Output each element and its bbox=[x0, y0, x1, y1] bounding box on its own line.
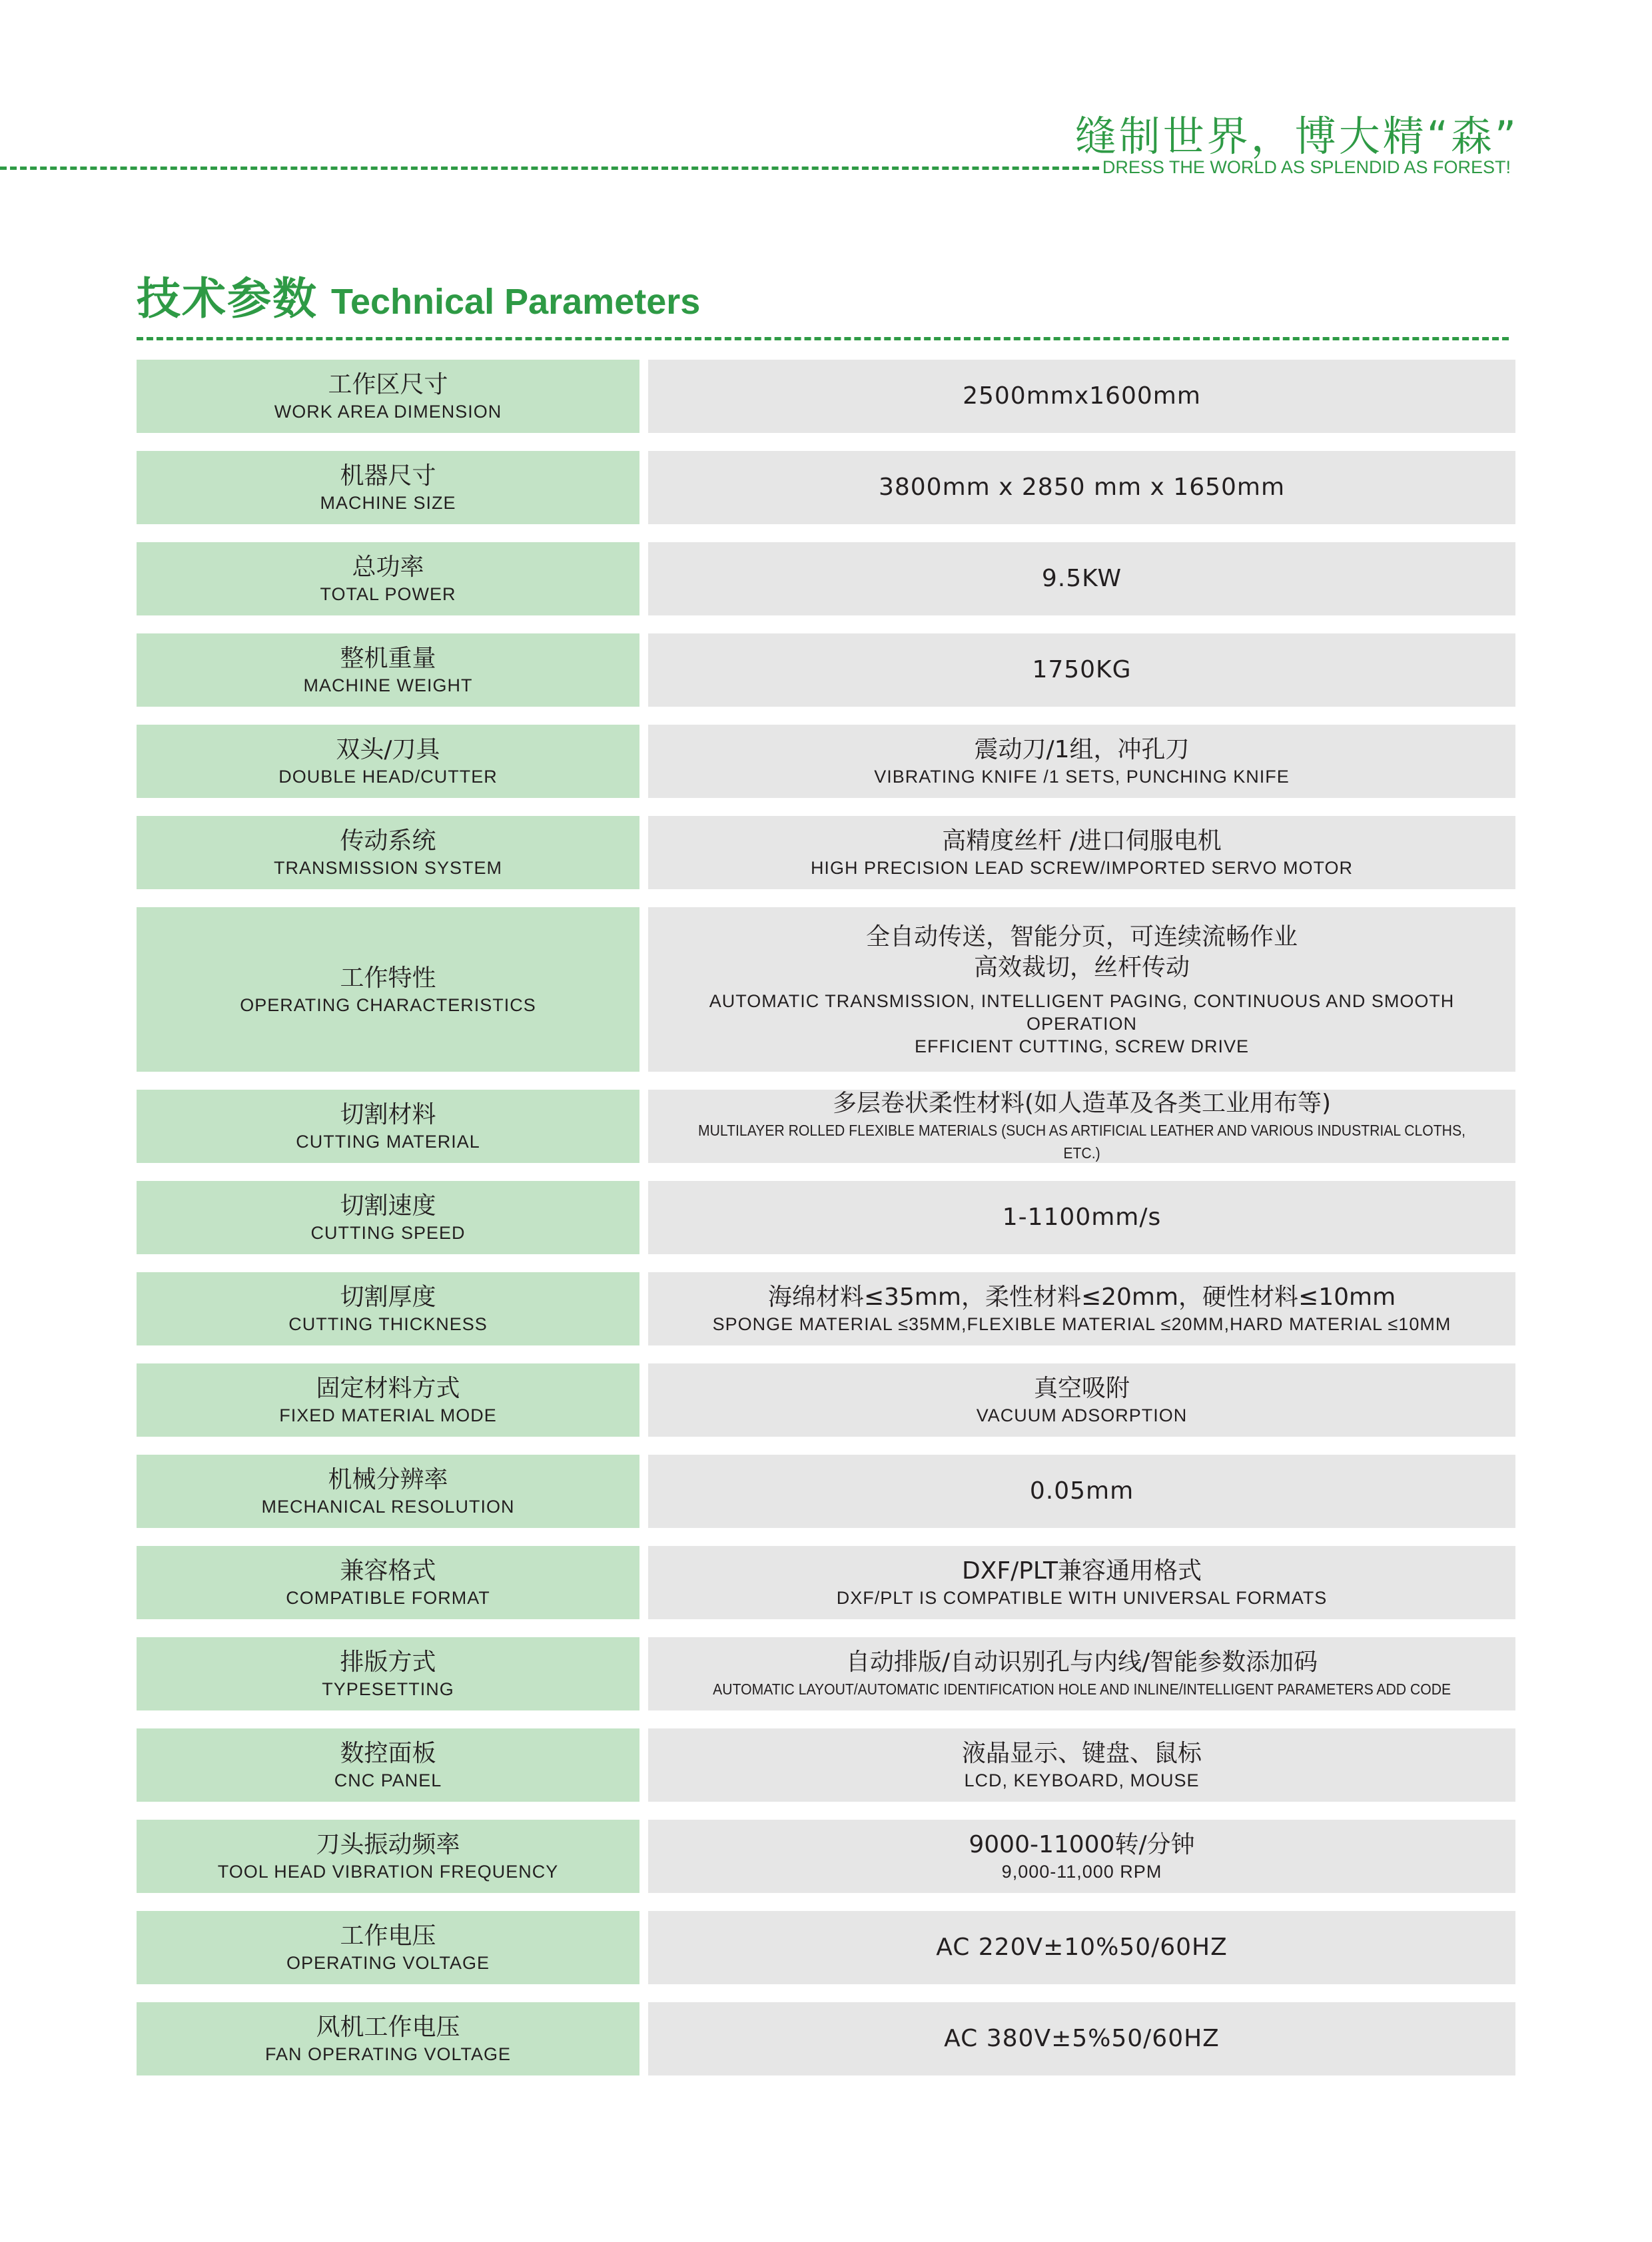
param-value-cn: 高效裁切，丝杆传动 bbox=[973, 953, 1190, 981]
param-label-cn: 刀头振动频率 bbox=[316, 1831, 460, 1858]
param-label-cn: 工作电压 bbox=[340, 1922, 436, 1950]
slogan-english: DRESS THE WORLD AS SPLENDID AS FOREST! bbox=[1102, 157, 1511, 177]
param-value-cell bbox=[648, 1090, 1515, 1163]
param-value: AC 220V±10%50/60HZ bbox=[936, 1934, 1228, 1961]
param-row-total-power bbox=[137, 542, 1515, 615]
param-label-en: FAN OPERATING VOLTAGE bbox=[264, 2044, 512, 2064]
param-label-cell bbox=[137, 1181, 639, 1254]
param-row-machine-weight bbox=[137, 633, 1515, 707]
param-value-cell bbox=[648, 1820, 1515, 1893]
param-label-en: TYPESETTING bbox=[322, 1679, 454, 1699]
param-label-cn: 兼容格式 bbox=[340, 1557, 436, 1585]
section-title bbox=[137, 263, 700, 326]
param-label-en: OPERATING VOLTAGE bbox=[286, 1953, 490, 1973]
param-value-cn: 液晶显示、键盘、鼠标 bbox=[961, 1740, 1202, 1767]
param-value-en: 9,000-11,000 RPM bbox=[1001, 1862, 1162, 1882]
param-label-cell bbox=[137, 1820, 639, 1893]
param-value-cn: 9000-11000转/分钟 bbox=[969, 1831, 1195, 1858]
param-value-en: AUTOMATIC LAYOUT/AUTOMATIC IDENTIFICATION HOLE AND INLINE/INTELLIGENT PARAMETERS ADD CODE bbox=[713, 1681, 1451, 1698]
param-value: 1750KG bbox=[1032, 656, 1132, 683]
param-label-cell bbox=[137, 542, 639, 615]
param-value-cn: 真空吸附 bbox=[1033, 1375, 1130, 1402]
param-value: 2500mmx1600mm bbox=[963, 382, 1201, 410]
param-value-en: DXF/PLT IS COMPATIBLE WITH UNIVERSAL FORMATS bbox=[836, 1588, 1328, 1608]
param-label-cell bbox=[137, 1363, 639, 1437]
param-value-cell bbox=[648, 2002, 1515, 2075]
param-value: 0.05mm bbox=[1029, 1477, 1134, 1505]
param-label-en: MACHINE WEIGHT bbox=[303, 675, 473, 695]
param-label-cn: 数控面板 bbox=[340, 1740, 436, 1767]
param-label-cell bbox=[137, 1455, 639, 1528]
parameters-table bbox=[137, 360, 1515, 2093]
param-label-cell bbox=[137, 633, 639, 707]
param-label-en: CNC PANEL bbox=[334, 1770, 442, 1790]
param-label-cn: 风机工作电压 bbox=[316, 2014, 460, 2041]
param-row-cnc-panel bbox=[137, 1728, 1515, 1802]
param-value: 1-1100mm/s bbox=[1002, 1204, 1162, 1231]
param-value-cell bbox=[648, 1455, 1515, 1528]
param-value-cn: DXF/PLT兼容通用格式 bbox=[961, 1557, 1202, 1585]
param-value-cell bbox=[648, 907, 1515, 1072]
param-label-cell bbox=[137, 1728, 639, 1802]
param-label-cell bbox=[137, 1637, 639, 1710]
param-value-en: HIGH PRECISION LEAD SCREW/IMPORTED SERVO MOTOR bbox=[810, 858, 1354, 878]
param-row-fan-operating-voltage bbox=[137, 2002, 1515, 2075]
param-value-cn: 多层卷状柔性材料(如人造革及各类工业用布等) bbox=[832, 1090, 1332, 1117]
param-label-en: CUTTING MATERIAL bbox=[296, 1132, 480, 1152]
param-value-cell bbox=[648, 1181, 1515, 1254]
param-label-cn: 传动系统 bbox=[340, 827, 436, 855]
param-row-fixed-material-mode bbox=[137, 1363, 1515, 1437]
param-label-en: TOOL HEAD VIBRATION FREQUENCY bbox=[217, 1862, 559, 1882]
param-value-cell bbox=[648, 1637, 1515, 1710]
param-value-cell bbox=[648, 1728, 1515, 1802]
param-label-en: COMPATIBLE FORMAT bbox=[286, 1588, 490, 1608]
param-label-cn: 整机重量 bbox=[340, 645, 436, 672]
param-label-cn: 工作特性 bbox=[340, 964, 436, 992]
param-value-cell bbox=[648, 1272, 1515, 1345]
param-value-en: LCD, KEYBOARD, MOUSE bbox=[964, 1770, 1200, 1790]
param-label-cell bbox=[137, 907, 639, 1072]
header-dashed-divider bbox=[0, 167, 1099, 170]
param-row-cutting-material bbox=[137, 1090, 1515, 1163]
param-value-cell bbox=[648, 1363, 1515, 1437]
param-label-cell bbox=[137, 725, 639, 798]
param-label-en: MECHANICAL RESOLUTION bbox=[261, 1497, 515, 1517]
param-label-cn: 固定材料方式 bbox=[316, 1375, 460, 1402]
param-value-cell bbox=[648, 633, 1515, 707]
param-value: AC 380V±5%50/60HZ bbox=[944, 2025, 1220, 2052]
param-label-cell bbox=[137, 1546, 639, 1619]
param-label-cell bbox=[137, 360, 639, 433]
param-label-cn: 双头/刀具 bbox=[336, 736, 440, 763]
param-row-cutting-thickness bbox=[137, 1272, 1515, 1345]
param-row-machine-size bbox=[137, 451, 1515, 524]
param-row-transmission bbox=[137, 816, 1515, 889]
param-value-en: MULTILAYER ROLLED FLEXIBLE MATERIALS (SUCH AS ARTIFICIAL LEATHER AND VARIOUS INDUSTRIAL CLOTHS, ETC.) bbox=[698, 1122, 1465, 1162]
param-value-cn: 全自动传送，智能分页，可连续流畅作业 bbox=[865, 923, 1298, 950]
param-value-cn: 高精度丝杆 /进口伺服电机 bbox=[942, 827, 1222, 855]
param-label-en: WORK AREA DIMENSION bbox=[274, 402, 502, 422]
param-label-cn: 机械分辨率 bbox=[328, 1466, 448, 1493]
param-value-cell bbox=[648, 451, 1515, 524]
param-row-compatible-format bbox=[137, 1546, 1515, 1619]
param-row-vibration-frequency bbox=[137, 1820, 1515, 1893]
param-label-en: CUTTING THICKNESS bbox=[288, 1314, 488, 1334]
param-row-typesetting bbox=[137, 1637, 1515, 1710]
param-label-cn: 工作区尺寸 bbox=[328, 371, 448, 398]
param-label-cn: 切割材料 bbox=[340, 1101, 436, 1128]
param-label-cn: 机器尺寸 bbox=[340, 462, 436, 490]
param-value-cell bbox=[648, 1546, 1515, 1619]
title-dashed-divider bbox=[137, 337, 1509, 340]
param-row-cutting-speed bbox=[137, 1181, 1515, 1254]
param-label-cell bbox=[137, 2002, 639, 2075]
param-row-operating-characteristics bbox=[137, 907, 1515, 1072]
param-row-mechanical-resolution bbox=[137, 1455, 1515, 1528]
param-label-cn: 排版方式 bbox=[340, 1649, 436, 1676]
param-row-operating-voltage bbox=[137, 1911, 1515, 1984]
param-label-cell bbox=[137, 1911, 639, 1984]
param-label-en: OPERATING CHARACTERISTICS bbox=[240, 994, 536, 1015]
param-value-cell bbox=[648, 1911, 1515, 1984]
param-value-en: EFFICIENT CUTTING, SCREW DRIVE bbox=[914, 1036, 1249, 1056]
section-title-english: Technical Parameters bbox=[331, 282, 701, 322]
param-label-cn: 总功率 bbox=[352, 554, 424, 581]
param-label-cell bbox=[137, 451, 639, 524]
param-label-cell bbox=[137, 816, 639, 889]
slogan-chinese: 缝制世界，博大精“森” bbox=[1074, 112, 1519, 161]
param-value-cn: 自动排版/自动识别孔与内线/智能参数添加码 bbox=[845, 1649, 1318, 1676]
param-label-en: FIXED MATERIAL MODE bbox=[279, 1405, 497, 1425]
param-label-en: CUTTING SPEED bbox=[310, 1223, 466, 1243]
param-value-en: VACUUM ADSORPTION bbox=[976, 1405, 1188, 1425]
param-value-cell bbox=[648, 360, 1515, 433]
param-value-cn: 震动刀/1组，冲孔刀 bbox=[974, 736, 1190, 763]
param-row-work-area bbox=[137, 360, 1515, 433]
param-label-en: MACHINE SIZE bbox=[320, 493, 456, 513]
param-value-cn: 海绵材料≤35mm，柔性材料≤20mm，硬性材料≤10mm bbox=[767, 1284, 1396, 1311]
section-title-chinese: 技术参数 bbox=[137, 273, 318, 324]
param-value: 9.5KW bbox=[1041, 565, 1122, 592]
param-value: 3800mm x 2850 mm x 1650mm bbox=[878, 474, 1286, 501]
param-label-cn: 切割厚度 bbox=[340, 1284, 436, 1311]
param-label-en: DOUBLE HEAD/CUTTER bbox=[278, 767, 498, 787]
param-value-cell bbox=[648, 816, 1515, 889]
param-value-cell bbox=[648, 725, 1515, 798]
param-value-cell bbox=[648, 542, 1515, 615]
param-label-en: TRANSMISSION SYSTEM bbox=[273, 858, 503, 878]
param-value-en: VIBRATING KNIFE /1 SETS, PUNCHING KNIFE bbox=[874, 767, 1290, 787]
param-value-en: SPONGE MATERIAL ≤35MM,FLEXIBLE MATERIAL ≤20MM,HARD MATERIAL ≤10MM bbox=[712, 1314, 1451, 1334]
param-value-en: AUTOMATIC TRANSMISSION, INTELLIGENT PAGING, CONTINUOUS AND SMOOTH OPERATION bbox=[709, 990, 1455, 1034]
param-label-cn: 切割速度 bbox=[340, 1192, 436, 1220]
param-label-cell bbox=[137, 1272, 639, 1345]
param-row-double-head bbox=[137, 725, 1515, 798]
param-label-cell bbox=[137, 1090, 639, 1163]
param-label-en: TOTAL POWER bbox=[320, 584, 456, 604]
